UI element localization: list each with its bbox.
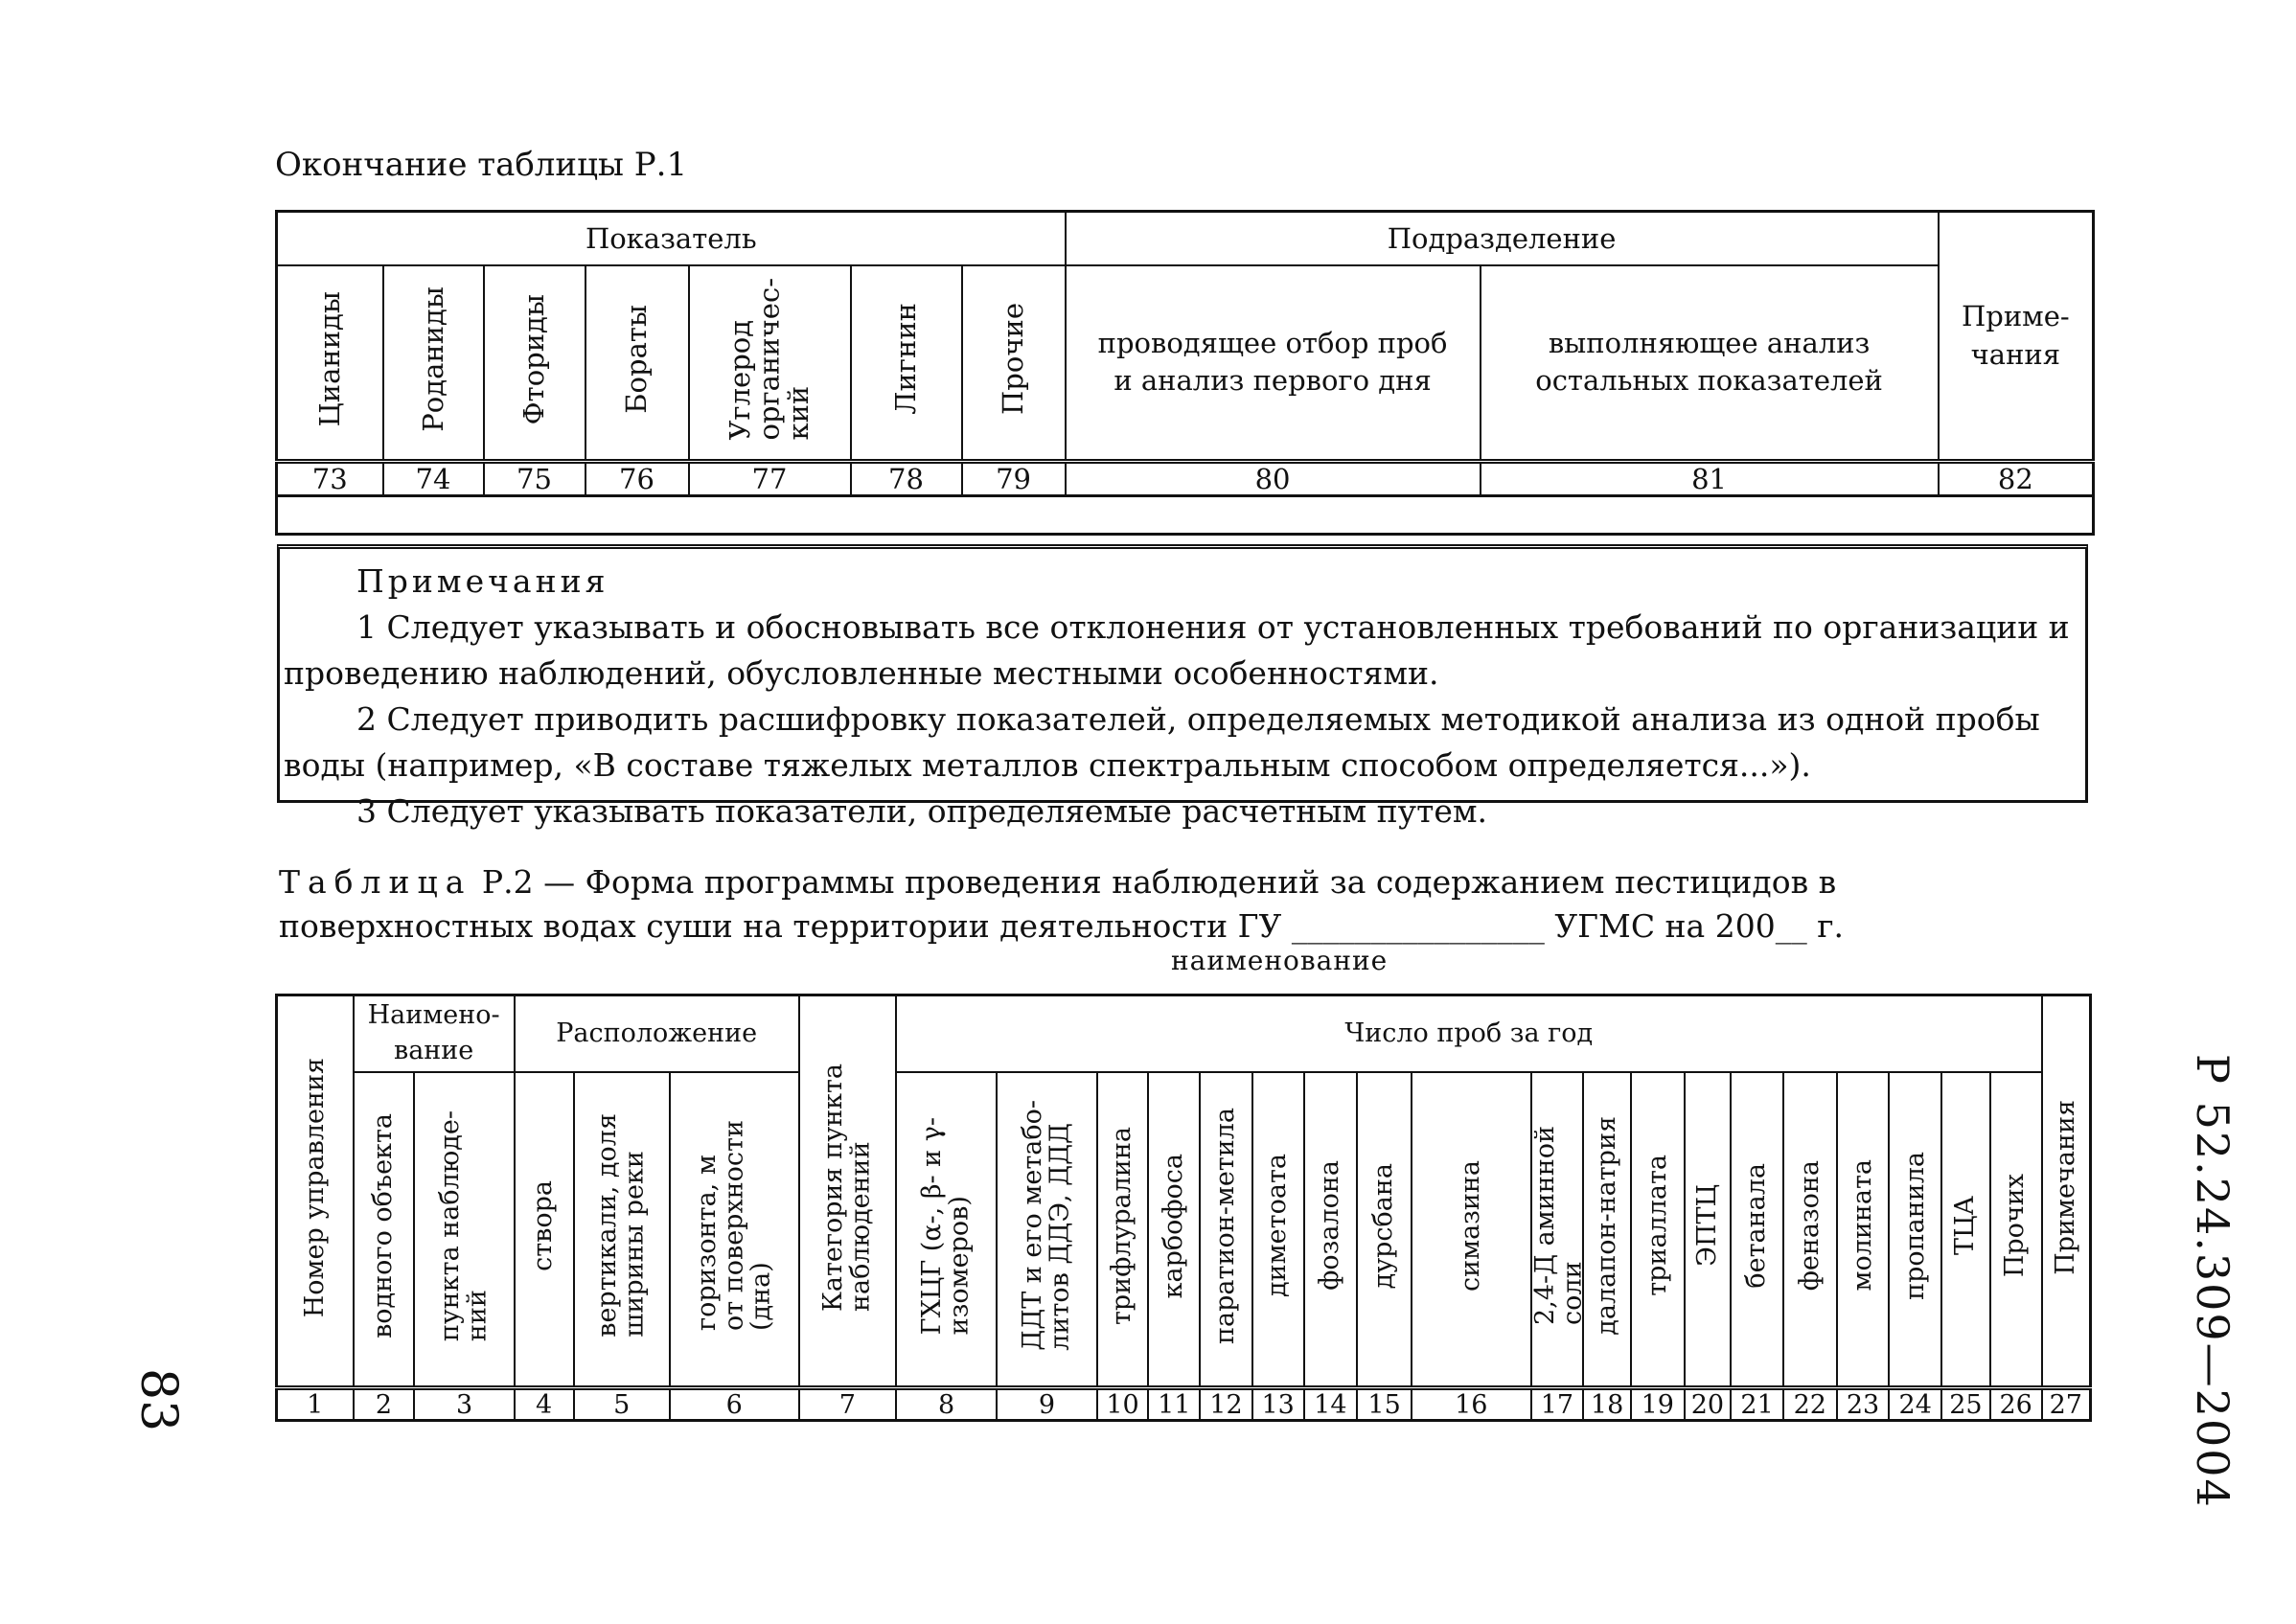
- pesticide-subheader: бетанала: [1731, 1072, 1783, 1388]
- pesticide-subheader: молината: [1837, 1072, 1890, 1388]
- column-number: 11: [1148, 1388, 1200, 1421]
- column-number: 24: [1889, 1388, 1941, 1421]
- header-number: Номер управления: [277, 995, 354, 1388]
- subdivision-sampling-header: проводящее отбор проб и анализ первого дня: [1066, 265, 1481, 462]
- indicator-header: Лигнин: [851, 265, 962, 462]
- header-subdivision: Подразделение: [1066, 212, 1939, 265]
- indicator-header: Бораты: [585, 265, 689, 462]
- column-number: 1: [277, 1388, 354, 1421]
- column-number: 81: [1481, 462, 1939, 496]
- column-number: 18: [1583, 1388, 1631, 1421]
- column-number: 22: [1783, 1388, 1837, 1421]
- column-number: 74: [383, 462, 484, 496]
- column-number: 79: [962, 462, 1066, 496]
- column-number: 4: [515, 1388, 574, 1421]
- column-number: 23: [1837, 1388, 1890, 1421]
- pesticide-subheader: карбофоса: [1148, 1072, 1200, 1388]
- indicator-header: Прочие: [962, 265, 1066, 462]
- column-number: 6: [670, 1388, 799, 1421]
- column-number: 25: [1941, 1388, 1990, 1421]
- empty-row: [277, 496, 2094, 535]
- indicator-header: Углерод органичес- кий: [689, 265, 851, 462]
- pesticide-subheader: далапон-натрия: [1583, 1072, 1631, 1388]
- column-number: 13: [1252, 1388, 1304, 1421]
- name-subheader: водного объекта: [354, 1072, 415, 1388]
- note-item: 3 Следует указывать показатели, определяемые расчетным путем.: [356, 792, 1488, 830]
- column-number: 3: [414, 1388, 514, 1421]
- pesticide-subheader: пропанила: [1889, 1072, 1941, 1388]
- pesticide-subheader: дурсбана: [1357, 1072, 1412, 1388]
- table1: [275, 210, 2095, 536]
- page-number: 83: [129, 1368, 187, 1432]
- header-notes: Примечания: [2042, 995, 2091, 1388]
- pesticide-subheader: диметоата: [1252, 1072, 1304, 1388]
- header-location: Расположение: [515, 995, 799, 1072]
- column-number: 20: [1685, 1388, 1732, 1421]
- note-item: 2 Следует приводить расшифровку показателей, определяемых методикой анализа из одной пробы воды (например, «В составе тяжелых металлов спектральным способом определяется...»).: [284, 700, 2040, 784]
- column-number: 15: [1357, 1388, 1412, 1421]
- column-number: 2: [354, 1388, 415, 1421]
- document-number: Р 52.24.309—2004: [2187, 1054, 2239, 1509]
- column-number: 82: [1939, 462, 2094, 496]
- column-number: 12: [1200, 1388, 1252, 1421]
- column-number: 16: [1412, 1388, 1531, 1421]
- table1-caption: Окончание таблицы Р.1: [275, 146, 688, 184]
- header-category: Категория пункта наблюдений: [799, 995, 896, 1388]
- column-number: 78: [851, 462, 962, 496]
- column-number: 5: [574, 1388, 670, 1421]
- header-indicator: Показатель: [277, 212, 1066, 265]
- location-subheader: горизонта, м от поверхности (дна): [670, 1072, 799, 1388]
- pesticide-subheader: ЭПТЦ: [1685, 1072, 1732, 1388]
- pesticide-subheader: паратион-метила: [1200, 1072, 1252, 1388]
- pesticide-subheader: ДДТ и его метабо- литов ДДЭ, ДДД: [997, 1072, 1096, 1388]
- pesticide-subheader: 2,4-Д аминной соли: [1531, 1072, 1584, 1388]
- column-number: 7: [799, 1388, 896, 1421]
- column-number: 27: [2042, 1388, 2091, 1421]
- header-notes: Приме- чания: [1939, 212, 2094, 462]
- note-item: 1 Следует указывать и обосновывать все отклонения от установленных требований по организации и проведению наблюдений, обусловленные местными особенностями.: [284, 608, 2070, 692]
- column-number: 21: [1731, 1388, 1783, 1421]
- column-number: 75: [484, 462, 585, 496]
- pesticide-subheader: Прочих: [1990, 1072, 2042, 1388]
- table2: [275, 994, 2092, 1422]
- column-number: 10: [1097, 1388, 1149, 1421]
- indicator-header: Цианиды: [277, 265, 383, 462]
- column-number: 73: [277, 462, 383, 496]
- header-samples: Число проб за год: [896, 995, 2042, 1072]
- pesticide-subheader: фозалона: [1304, 1072, 1358, 1388]
- location-subheader: вертикали, доля ширины реки: [574, 1072, 670, 1388]
- notes-block: [277, 544, 2088, 830]
- pesticide-subheader: симазина: [1412, 1072, 1531, 1388]
- location-subheader: створа: [515, 1072, 574, 1388]
- column-number: 77: [689, 462, 851, 496]
- name-label: наименование: [1171, 945, 1389, 976]
- column-number: 26: [1990, 1388, 2042, 1421]
- column-number: 9: [997, 1388, 1096, 1421]
- column-number: 19: [1631, 1388, 1685, 1421]
- column-number: 80: [1066, 462, 1481, 496]
- name-subheader: пункта наблюде- ний: [414, 1072, 514, 1388]
- pesticide-subheader: ТЦА: [1941, 1072, 1990, 1388]
- pesticide-subheader: триаллата: [1631, 1072, 1685, 1388]
- column-number: 76: [585, 462, 689, 496]
- subdivision-analysis-header: выполняющее анализ остальных показателей: [1481, 265, 1939, 462]
- pesticide-subheader: ГХЦГ (α-, β- и γ- изомеров): [896, 1072, 997, 1388]
- header-name: Наимено- вание: [354, 995, 515, 1072]
- pesticide-subheader: трифлуралина: [1097, 1072, 1149, 1388]
- indicator-header: Роданиды: [383, 265, 484, 462]
- column-number: 17: [1531, 1388, 1584, 1421]
- pesticide-subheader: феназона: [1783, 1072, 1837, 1388]
- column-number: 8: [896, 1388, 997, 1421]
- indicator-header: Фториды: [484, 265, 585, 462]
- notes-header: Примечания: [356, 562, 609, 600]
- table2-caption: Таблица Р.2 — Форма программы проведения наблюдений за содержанием пестицидов в поверхностных водах суши на территории деятельности ГУ ________________ УГМС на 200__ г.: [279, 863, 1844, 945]
- column-number: 14: [1304, 1388, 1358, 1421]
